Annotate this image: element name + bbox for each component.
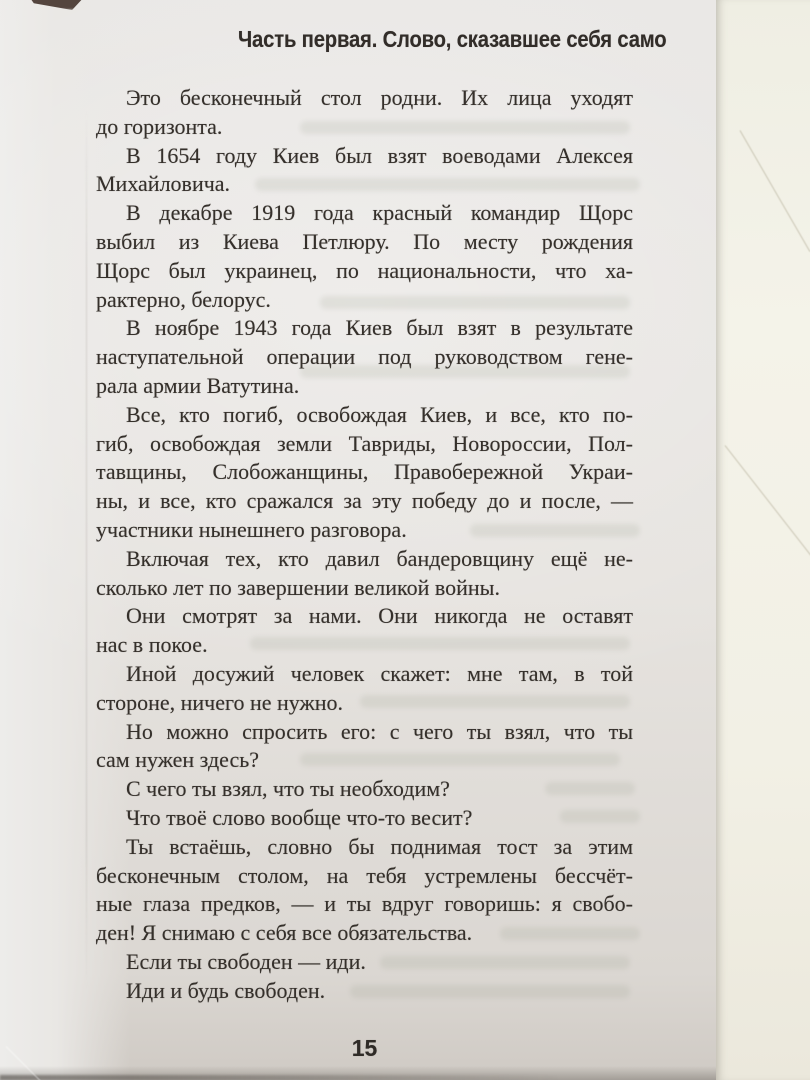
text-line: В 1654 году Киев был взят воеводами Алексея [126, 142, 633, 168]
text-line: рактерно, белорус. [96, 286, 271, 312]
text-line: до горизонта. [96, 113, 223, 139]
running-head: Часть первая. Слово, сказавшее себя само [238, 26, 667, 52]
text-line: нас в покое. [96, 632, 208, 658]
text-line: стороне, ничего не нужно. [96, 689, 343, 715]
text-line: рала армии Ватутина. [96, 372, 300, 398]
page-crease [740, 130, 810, 252]
text-line: Они смотрят за нами. Они никогда не оставят [126, 603, 633, 629]
text-line: Щорс был украинец, по национальности, что ха- [96, 257, 633, 283]
text-line: ны, и все, кто сражался за эту победу до и после, — [96, 488, 633, 514]
text-line: Ты встаёшь, словно бы поднимая тост за этим [126, 833, 633, 859]
text-line: ные глаза предков, — и ты вдруг говоришь: я свобо- [96, 891, 633, 917]
text-line: Включая тех, кто давил бандеровщину ещё не- [126, 545, 633, 571]
text-line: Если ты свободен — иди. [126, 948, 366, 974]
photo-bottom-shadow [0, 1075, 560, 1080]
text-line: гиб, освобождая земли Тавриды, Новороссии, Пол- [96, 430, 633, 456]
text-line: Все, кто погиб, освобождая Киев, и все, кто по- [126, 401, 633, 427]
page-number: 15 [351, 1035, 378, 1061]
text-line: Иди и будь свободен. [126, 977, 326, 1003]
text-line: бесконечным столом, на тебя устремлены бессчёт- [96, 862, 633, 888]
text-line: Что твоё слово вообще что-то весит? [126, 804, 473, 830]
body-text [96, 84, 633, 1006]
page-fore-edge [716, 0, 810, 1080]
text-line: наступательной операции под руководством гене- [96, 344, 633, 370]
text-line: ден! Я снимаю с себя все обязательства. [96, 920, 473, 946]
text-line: Иной досужий человек скажет: мне там, в той [126, 660, 633, 686]
text-line: участники нынешнего разговора. [96, 516, 407, 542]
text-line: выбил из Киева Петлюру. По месту рождения [96, 228, 633, 254]
text-line: С чего ты взял, что ты необходим? [126, 776, 450, 802]
text-line: Михайловича. [96, 171, 231, 197]
underlying-page-edge [86, 110, 87, 990]
text-line: сколько лет по завершении великой войны. [96, 574, 500, 600]
text-line: Но можно спросить его: с чего ты взял, что ты [126, 718, 633, 744]
page-crease [725, 445, 810, 556]
text-line: В ноябре 1943 года Киев был взят в результате [126, 315, 633, 341]
background-corner [28, 0, 86, 10]
text-line: В декабре 1919 года красный командир Щорс [126, 200, 633, 226]
text-line: Это бесконечный стол родни. Их лица уходят [126, 85, 633, 110]
text-line: сам нужен здесь? [96, 747, 260, 773]
text-line: тавщины, Слобожанщины, Правобережной Украи- [96, 459, 633, 485]
